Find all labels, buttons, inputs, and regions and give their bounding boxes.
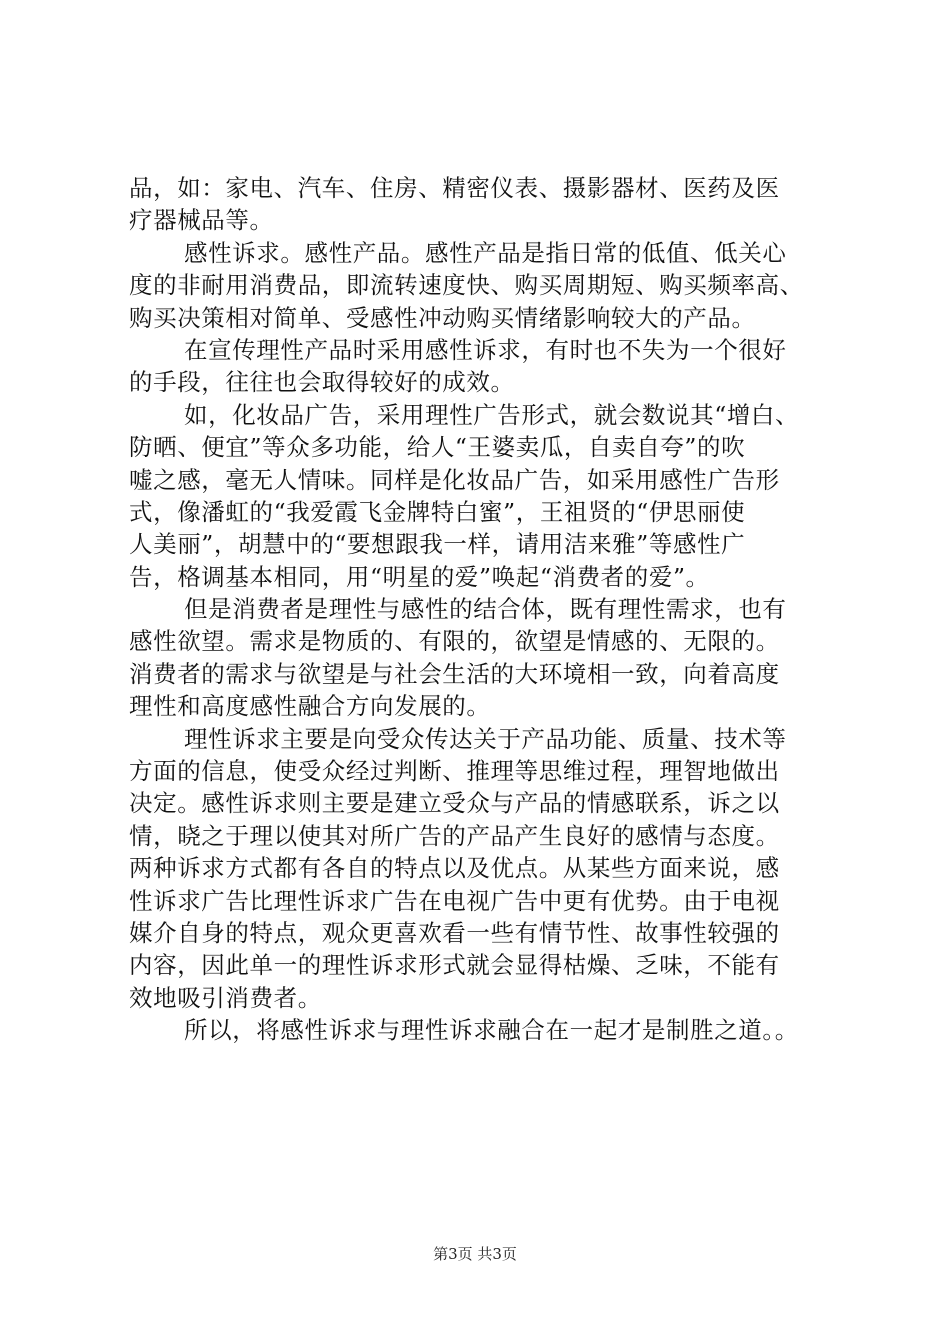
text-line: 告，格调基本相同，用“明星的爱”唤起“消费者的爱”。 <box>129 562 710 591</box>
text-line: 消费者的需求与欲望是与社会生活的大环境相一致，向着高度 <box>129 659 780 688</box>
text-line: 两种诉求方式都有各自的特点以及优点。从某些方面来说，感 <box>129 854 780 883</box>
text-line: 如，化妆品广告，采用理性广告形式，就会数说其“增白、 <box>184 400 800 429</box>
text-line: 人美丽”，胡慧中的“要想跟我一样，请用洁来雅”等感性广 <box>129 530 746 559</box>
text-line: 决定。感性诉求则主要是建立受众与产品的情感联系，诉之以 <box>129 789 780 818</box>
document-body <box>129 172 829 1047</box>
text-line: 理性和高度感性融合方向发展的。 <box>129 692 491 721</box>
text-line: 情，晓之于理以使其对所广告的产品产生良好的感情与态度。 <box>129 821 780 850</box>
text-line: 疗器械品等。 <box>129 206 274 235</box>
text-line: 式，像潘虹的“我爱霞飞金牌特白蜜”，王祖贤的“伊思丽使 <box>129 497 746 526</box>
text-line: 效地吸引消费者。 <box>129 983 322 1012</box>
text-line: 感性欲望。需求是物质的、有限的，欲望是情感的、无限的。 <box>129 627 780 656</box>
text-line: 方面的信息，使受众经过判断、推理等思维过程，理智地做出 <box>129 757 780 786</box>
text-line: 媒介自身的特点，观众更喜欢看一些有情节性、故事性较强的 <box>129 918 780 947</box>
text-line: 防晒、便宜”等众多功能，给人“王婆卖瓜，自卖自夸”的吹 <box>129 433 746 462</box>
text-line: 购买决策相对简单、受感性冲动购买情绪影响较大的产品。 <box>129 303 756 332</box>
text-line: 内容，因此单一的理性诉求形式就会显得枯燥、乏味，不能有 <box>129 951 780 980</box>
text-line: 品，如：家电、汽车、住房、精密仪表、摄影器材、医药及医 <box>129 174 780 202</box>
text-line: 理性诉求主要是向受众传达关于产品功能、质量、技术等 <box>184 724 787 753</box>
text-line: 感性诉求。感性产品。感性产品是指日常的低值、低关心 <box>184 238 787 267</box>
text-line: 嘘之感，毫无人情味。同样是化妆品广告，如采用感性广告形 <box>129 465 780 494</box>
text-line: 所以，将感性诉求与理性诉求融合在一起才是制胜之道。。 <box>184 1016 799 1045</box>
text-line: 度的非耐用消费品，即流转速度快、购买周期短、购买频率高、 <box>129 271 804 300</box>
page-number-footer: 第3页 共3页 <box>433 1245 517 1263</box>
text-line: 在宣传理性产品时采用感性诉求，有时也不失为一个很好 <box>184 335 787 364</box>
text-line: 但是消费者是理性与感性的结合体，既有理性需求，也有 <box>184 595 787 624</box>
text-line: 性诉求广告比理性诉求广告在电视广告中更有优势。由于电视 <box>129 886 780 915</box>
text-line: 的手段，往往也会取得较好的成效。 <box>129 368 515 397</box>
